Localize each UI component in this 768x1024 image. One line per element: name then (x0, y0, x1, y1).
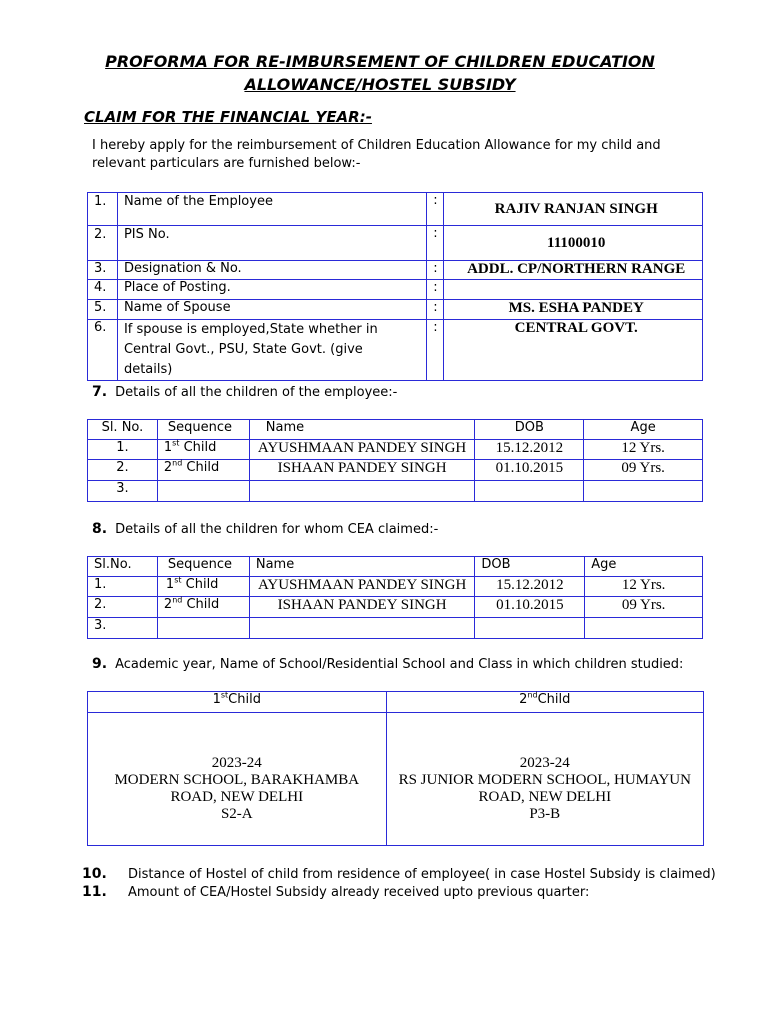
table-row (88, 193, 703, 226)
column-header-child-2: 2ndChild (386, 692, 703, 713)
column-header: DOB (475, 420, 584, 440)
child-dob (475, 481, 584, 502)
row-number: 1. (88, 193, 118, 226)
child-2-school-details (386, 713, 703, 846)
page-title-line-2: ALLOWANCE/HOSTEL SUBSIDY (244, 75, 516, 94)
section-text: Distance of Hostel of child from residence of employee( in case Hostel Subsidy is claimed) (128, 867, 716, 882)
section-11 (82, 884, 589, 900)
section-number: 10. (82, 866, 107, 882)
employee-name-value: RAJIV RANJAN SINGH (444, 193, 703, 226)
child-dob: 01.10.2015 (475, 597, 585, 618)
row-number: 6. (88, 320, 118, 381)
column-header-child-1: 1stChild (88, 692, 387, 713)
column-header: Age (584, 420, 703, 440)
colon: : (427, 280, 444, 300)
child-age (585, 618, 703, 639)
child-name: AYUSHMAAN PANDEY SINGH (249, 577, 475, 597)
column-header: Name (249, 420, 475, 440)
column-header: Sl. No. (88, 420, 158, 440)
employee-details-table (87, 192, 703, 381)
class: P3-B (529, 806, 561, 822)
section-number: 11. (82, 884, 107, 900)
section-number: 8. (92, 521, 108, 537)
section-number: 7. (92, 384, 108, 400)
serial-number: 3. (88, 481, 158, 502)
colon: : (427, 226, 444, 261)
child-name (249, 481, 475, 502)
cea-children-table (87, 556, 703, 639)
child-age: 12 Yrs. (584, 440, 703, 460)
place-of-posting-value (444, 280, 703, 300)
school-name-line-2: ROAD, NEW DELHI (478, 789, 612, 805)
page-title-line-1: PROFORMA FOR RE-IMBURSEMENT OF CHILDREN EDUCATION (105, 52, 655, 71)
column-header: Sequence (157, 557, 249, 577)
intro-text: I hereby apply for the reimbursement of Children Education Allowance for my child and relevant particulars are furnished below:- (92, 138, 661, 171)
serial-number: 1. (88, 577, 158, 597)
sequence (157, 481, 249, 502)
child-dob (475, 618, 585, 639)
field-label: Name of the Employee (117, 193, 427, 226)
child-age: 09 Yrs. (584, 460, 703, 481)
sequence: 1st Child (157, 440, 249, 460)
sequence: 1st Child (157, 577, 249, 597)
row-number: 3. (88, 261, 118, 280)
row-number: 4. (88, 280, 118, 300)
child-age (584, 481, 703, 502)
field-label: Name of Spouse (117, 300, 427, 320)
child-name: ISHAAN PANDEY SINGH (249, 460, 475, 481)
designation-value: ADDL. CP/NORTHERN RANGE (444, 261, 703, 280)
section-10 (82, 866, 716, 882)
serial-number: 2. (88, 460, 158, 481)
table-row (88, 577, 703, 597)
serial-number: 2. (88, 597, 158, 618)
row-number: 2. (88, 226, 118, 261)
child-age: 12 Yrs. (585, 577, 703, 597)
section-text: Amount of CEA/Hostel Subsidy already received upto previous quarter: (128, 885, 590, 900)
row-number: 5. (88, 300, 118, 320)
class: S2-A (220, 806, 253, 822)
child-name: AYUSHMAAN PANDEY SINGH (249, 440, 475, 460)
section-9-heading (92, 656, 683, 672)
table-row (88, 597, 703, 618)
school-name-line-2: ROAD, NEW DELHI (170, 789, 304, 805)
spouse-employment-value: CENTRAL GOVT. (444, 320, 703, 381)
academic-year: 2023-24 (211, 755, 262, 771)
sequence: 2nd Child (157, 460, 249, 481)
table-row (88, 261, 703, 280)
sequence: 2nd Child (157, 597, 249, 618)
all-children-table (87, 419, 703, 502)
column-header: Age (585, 557, 703, 577)
table-row (88, 618, 703, 639)
column-header: Sequence (157, 420, 249, 440)
child-dob: 15.12.2012 (475, 577, 585, 597)
column-header: Name (249, 557, 475, 577)
academic-year: 2023-24 (519, 755, 570, 771)
pis-number-value: 11100010 (444, 226, 703, 261)
field-label: PIS No. (117, 226, 427, 261)
school-name-line-1: MODERN SCHOOL, BARAKHAMBA (114, 772, 360, 788)
table-row (88, 320, 703, 381)
section-number: 9. (92, 656, 108, 672)
table-row (88, 440, 703, 460)
table-row (88, 226, 703, 261)
child-1-school-details (88, 713, 387, 846)
child-dob: 15.12.2012 (475, 440, 584, 460)
serial-number: 3. (88, 618, 158, 639)
field-label: Place of Posting. (117, 280, 427, 300)
child-age: 09 Yrs. (585, 597, 703, 618)
spouse-name-value: MS. ESHA PANDEY (444, 300, 703, 320)
table-header-row (88, 420, 703, 440)
column-header: Sl.No. (88, 557, 158, 577)
section-8-heading (92, 521, 438, 537)
section-text: Details of all the children of the employee:- (115, 385, 398, 400)
child-name: ISHAAN PANDEY SINGH (249, 597, 475, 618)
colon: : (427, 320, 444, 381)
claim-heading: CLAIM FOR THE FINANCIAL YEAR:- (84, 108, 372, 126)
school-name-line-1: RS JUNIOR MODERN SCHOOL, HUMAYUN (398, 772, 691, 788)
serial-number: 1. (88, 440, 158, 460)
section-text: Details of all the children for whom CEA claimed:- (115, 522, 439, 537)
child-name (249, 618, 475, 639)
column-header: DOB (475, 557, 585, 577)
table-row (88, 280, 703, 300)
table-row (88, 460, 703, 481)
section-7-heading (92, 384, 397, 400)
colon: : (427, 193, 444, 226)
field-label: Designation & No. (117, 261, 427, 280)
table-row (88, 300, 703, 320)
field-label: If spouse is employed,State whether in Central Govt., PSU, State Govt. (give details) (117, 320, 427, 381)
table-header-row (88, 692, 704, 713)
section-text: Academic year, Name of School/Residential School and Class in which children studied: (115, 657, 684, 672)
school-details-table (87, 691, 704, 846)
table-row (88, 481, 703, 502)
colon: : (427, 300, 444, 320)
sequence (157, 618, 249, 639)
table-row (88, 713, 704, 846)
colon: : (427, 261, 444, 280)
table-header-row (88, 557, 703, 577)
child-dob: 01.10.2015 (475, 460, 584, 481)
